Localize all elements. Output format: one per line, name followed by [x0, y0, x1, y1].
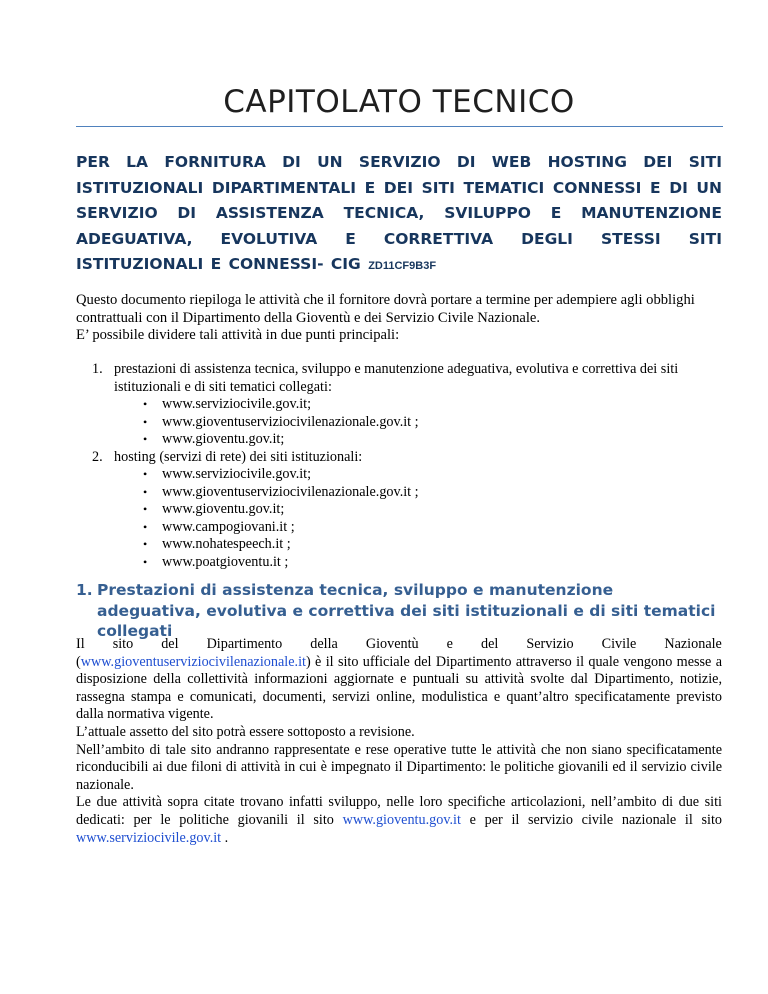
activity-list [92, 361, 722, 571]
gioventu-link[interactable]: www.gioventu.gov.it [342, 811, 461, 828]
list-item-text: hosting (servizi di rete) dei siti istituzionali: [114, 448, 363, 465]
list-item [92, 361, 722, 449]
intro-line-2: E’ possibile dividere tali attività in due punti principali: [76, 327, 400, 343]
site-item [143, 518, 722, 537]
word: del [161, 636, 179, 652]
list-number: 1. [92, 361, 103, 377]
paragraph-4-text-b: e per il servizio civile nazionale il sito [460, 811, 722, 828]
gioventuserviziocivilenazionale-link[interactable]: www.gioventuserviziocivilenazionale.it [80, 653, 306, 670]
site-url: www.serviziocivile.gov.it; [162, 396, 312, 412]
paren: ( [76, 653, 81, 670]
site-url: www.nohatespeech.it ; [162, 536, 291, 552]
bullet-icon: • [143, 502, 148, 516]
site-item [143, 396, 722, 414]
cig-code: ZD11CF9B3F [368, 260, 437, 272]
site-url: www.campogiovani.it ; [162, 518, 295, 535]
site-list [114, 466, 722, 571]
list-item [92, 449, 722, 572]
bullet-icon: • [143, 519, 148, 534]
section-number: 1. [76, 581, 93, 599]
section-1-body [76, 636, 722, 847]
intro-paragraph [76, 292, 722, 345]
document-title: CAPITOLATO TECNICO [223, 84, 575, 120]
bullet-icon: • [143, 397, 148, 411]
bullet-icon: • [143, 414, 148, 429]
site-list [114, 396, 722, 449]
paragraph-4-text-a: Le due attività sopra citate trovano infatti sviluppo, nelle loro specifiche articolazioni, nell’ambito di due siti dedicati: per le politiche giovanili il sito [76, 794, 722, 828]
bullet-icon: • [143, 432, 148, 446]
document-subtitle [76, 150, 722, 280]
site-url: www.gioventuserviziocivilenazionale.gov.it ; [162, 413, 419, 430]
section-title: Prestazioni di assistenza tecnica, sviluppo e manutenzione adeguativa, evolutiva e correttiva dei siti istituzionali e di siti tematici collegati [97, 581, 716, 640]
list-item-text: prestazioni di assistenza tecnica, sviluppo e manutenzione adeguativa, evolutiva e correttiva dei siti istituzionali e di siti tematici collegati: [114, 361, 679, 395]
word: sito [112, 636, 134, 652]
section-1-heading [76, 580, 722, 642]
intro-line-1: Questo documento riepiloga le attività che il fornitore dovrà portare a termine per adempiere agli obblighi contrattuali con il Dipartimento della Gioventù e dei Servizio Civile Nazionale. [76, 292, 695, 326]
paragraph-2: L’attuale assetto del sito potrà essere sottoposto a revisione. [76, 723, 415, 740]
site-url: www.gioventuserviziocivilenazionale.gov.it ; [162, 483, 419, 500]
justified-first-line [76, 636, 722, 654]
bullet-icon: • [143, 537, 148, 551]
site-url: www.poatgioventu.it ; [162, 553, 289, 570]
bullet-icon: • [143, 484, 148, 499]
paragraph-4 [76, 794, 722, 847]
word: Dipartimento [206, 636, 283, 652]
site-item [143, 553, 722, 572]
paragraph-1-text: ) è il sito ufficiale del Dipartimento attraverso il quale vengono messe a disposizione della collettività informazioni aggiornate e puntuali su attività svolte dal Dipartimento, notizie, rassegna stampa e comunicati, documenti, servizi online, modulistica e quant’altro specificatamente previsto dalla normativa vigente. [76, 653, 722, 723]
word: della [310, 636, 338, 652]
site-item [143, 501, 722, 519]
site-item [143, 466, 722, 484]
site-url: www.serviziocivile.gov.it; [162, 466, 312, 482]
bullet-icon: • [143, 554, 148, 569]
paragraph-3: Nell’ambito di tale sito andranno rappresentate e rese operative tutte le attività che non siano specificatamente riconducibili ai due filoni di attività in cui è impegnato il Dipartimento: le politiche giovanili ed il servizio civile nazionale. [76, 741, 722, 793]
word: Gioventù [365, 636, 419, 652]
word: e [446, 636, 453, 652]
word: Civile [601, 636, 637, 652]
word: Nazionale [664, 636, 722, 652]
word: del [480, 636, 499, 652]
title-underline [76, 126, 723, 127]
site-url: www.gioventu.gov.it; [162, 501, 285, 517]
paragraph-4-text-c: . [221, 829, 229, 846]
serviziocivile-link[interactable]: www.serviziocivile.gov.it [76, 829, 222, 846]
paragraph-1 [76, 654, 722, 724]
word: Servizio [526, 636, 574, 652]
subtitle-text: PER LA FORNITURA DI UN SERVIZIO DI WEB HOSTING DEI SITI ISTITUZIONALI DIPARTIMENTALI E DEI SITI TEMATICI CONNESSI E DI UN SERVIZIO DI ASSISTENZA TECNICA, SVILUPPO E MANUTENZIONE ADEGUATIVA, EVOLUTIVA E CORRETTIVA DEGLI STESSI SITI ISTITUZIONALI E CONNESSI- CIG [76, 153, 722, 273]
word: Il [76, 636, 85, 652]
site-item [143, 483, 722, 502]
bullet-icon: • [143, 467, 148, 481]
site-item [143, 536, 722, 554]
site-item [143, 413, 722, 432]
list-number: 2. [92, 448, 103, 465]
site-item [143, 431, 722, 449]
site-url: www.gioventu.gov.it; [162, 431, 285, 447]
